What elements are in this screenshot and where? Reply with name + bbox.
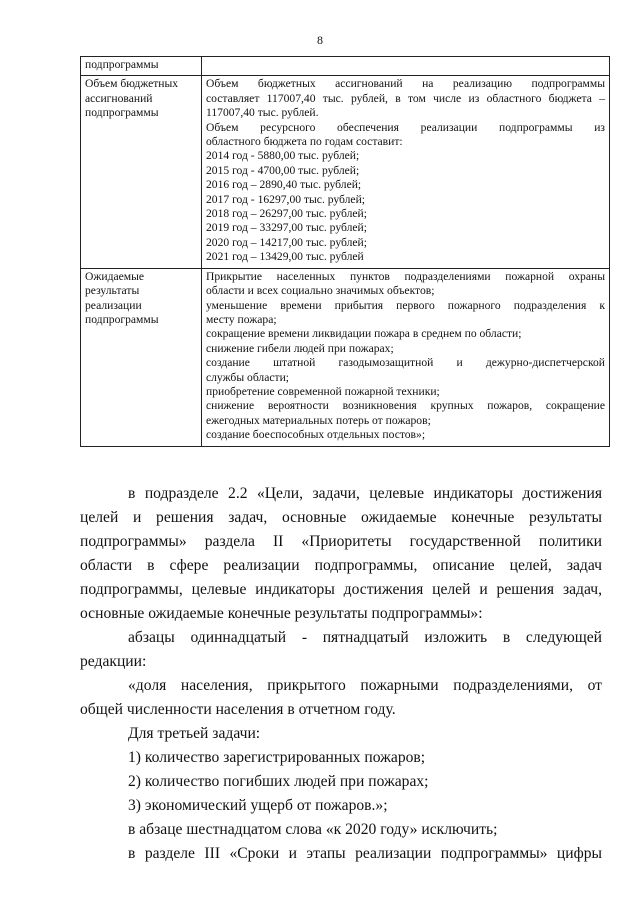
paragraph-line: области в сфере реализации подпрограммы, описание целей, задач: [80, 557, 602, 574]
paragraph-line: целей и решения задач, основные ожидаемые конечные результаты: [80, 509, 602, 526]
row-label-line: ассигнований: [85, 91, 153, 105]
content-line: 2021 год – 13429,00 тыс. рублей: [206, 250, 364, 264]
paragraph-line: 2) количество погибших людей при пожарах;: [128, 773, 429, 790]
row-label-line: Объем бюджетных: [85, 77, 179, 91]
row-label-line: Ожидаемые: [85, 269, 145, 283]
row-content-cell: [202, 76, 610, 268]
content-line: Объем бюджетных ассигнований на реализацию подпрограммы: [206, 77, 605, 91]
document-body: [80, 482, 602, 866]
row-label-cell: [81, 76, 202, 268]
paragraph-line: подпрограммы, целевые индикаторы достижения целей и решения задач,: [80, 581, 602, 598]
row-label-line: подпрограммы: [85, 106, 159, 120]
content-line: 2019 год – 33297,00 тыс. рублей;: [206, 221, 367, 235]
content-line: создание штатной газодымозащитной и дежурно-диспетчерской: [206, 356, 605, 370]
content-line: составляет 117007,40 тыс. рублей, в том числе из областного бюджета –: [206, 91, 605, 105]
content-line: ежегодных материальных потерь от пожаров;: [206, 413, 431, 427]
row-content-cell: [202, 57, 610, 76]
content-line: Прикрытие населенных пунктов подразделениями пожарной охраны: [206, 269, 605, 283]
row-label-line: подпрограммы: [85, 58, 159, 71]
page-number: 8: [317, 33, 323, 47]
table-row: [81, 76, 610, 268]
paragraph-line: в абзаце шестнадцатом слова «к 2020 году» исключить;: [128, 821, 498, 838]
content-line: уменьшение времени прибытия первого пожарного подразделения к: [206, 298, 605, 312]
content-line: 2016 год – 2890,40 тыс. рублей;: [206, 178, 362, 192]
content-line: снижение вероятности возникновения крупных пожаров, сокращение: [206, 399, 605, 413]
paragraph-line: в подразделе 2.2 «Цели, задачи, целевые индикаторы достижения: [128, 485, 602, 502]
content-line: сокращение времени ликвидации пожара в среднем по области;: [206, 327, 522, 341]
row-label-line: подпрограммы: [85, 312, 159, 326]
content-line: 2015 год - 4700,00 тыс. рублей;: [206, 163, 360, 177]
content-line: 117007,40 тыс. рублей.: [206, 106, 319, 120]
content-line: создание боеспособных отдельных постов»;: [206, 428, 426, 442]
paragraph-line: 3) экономический ущерб от пожаров.»;: [128, 797, 388, 814]
content-line: областного бюджета по годам составит:: [206, 135, 403, 149]
paragraph-line: Для третьей задачи:: [128, 725, 261, 742]
content-line: приобретение современной пожарной техники;: [206, 384, 440, 398]
paragraph-line: общей численности населения в отчетном году.: [80, 701, 396, 718]
paragraph-line: абзацы одиннадцатый - пятнадцатый изложить в следующей: [128, 629, 602, 646]
paragraph-line: в разделе III «Сроки и этапы реализации подпрограммы» цифры: [128, 845, 602, 862]
content-line: службы области;: [206, 370, 289, 384]
paragraph-line: «доля населения, прикрытого пожарными подразделениями, от: [128, 677, 602, 694]
row-label-line: результаты: [85, 284, 140, 298]
paragraph-line: 1) количество зарегистрированных пожаров;: [128, 749, 426, 766]
row-content-cell: [202, 268, 610, 446]
row-label-line: реализации: [85, 298, 142, 312]
content-line: снижение гибели людей при пожарах;: [206, 341, 394, 355]
content-line: области и всех социально значимых объектов;: [206, 284, 435, 298]
paragraph-line: основные ожидаемые конечные результаты подпрограммы»:: [80, 605, 483, 622]
content-line: Объем ресурсного обеспечения реализации подпрограммы из: [206, 120, 605, 134]
table-row: [81, 268, 610, 446]
row-label-cell: [81, 57, 202, 76]
paragraph-line: подпрограммы» раздела II «Приоритеты государственной политики: [80, 533, 602, 550]
content-line: 2018 год – 26297,00 тыс. рублей;: [206, 207, 367, 221]
subprogram-passport-table: [80, 56, 610, 447]
content-line: месту пожара;: [206, 312, 277, 326]
content-line: 2020 год – 14217,00 тыс. рублей;: [206, 235, 367, 249]
paragraph-line: редакции:: [80, 653, 147, 670]
row-label-cell: [81, 268, 202, 446]
content-line: 2017 год - 16297,00 тыс. рублей;: [206, 192, 366, 206]
content-line: 2014 год - 5880,00 тыс. рублей;: [206, 149, 360, 163]
table-row: [81, 57, 610, 76]
